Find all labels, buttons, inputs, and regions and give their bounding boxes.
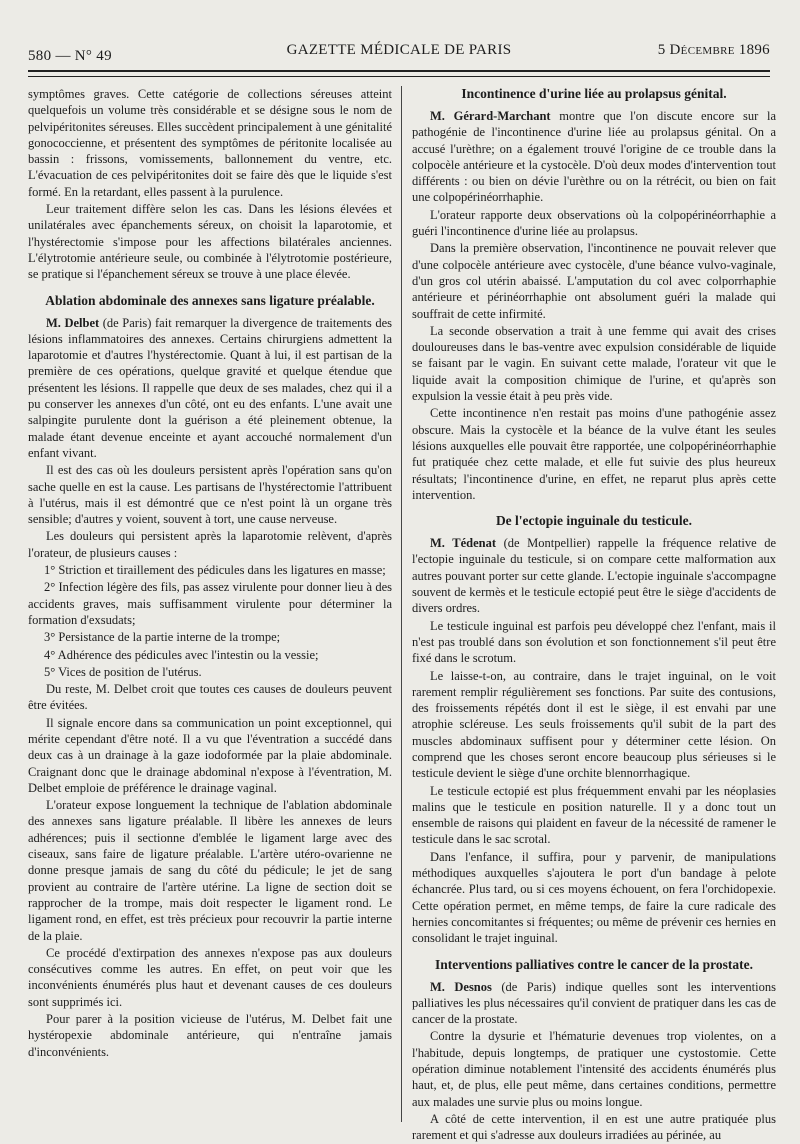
paragraph: Contre la dysurie et l'hématurie devenues trop violentes, on a l'habitude, depuis longtemps, de pratiquer une cystostomie. Cette opération diminue notablement l'intensité des accidents énumérés plus haut, et, de plus, elle peut même, dans certaines conditions, permettre aux malades une survie plus ou moins longue.: [412, 1029, 776, 1109]
page-number: 580 — N° 49: [28, 48, 112, 64]
section-heading: Ablation abdominale des annexes sans ligature préalable.: [45, 292, 375, 308]
speaker-name: M. Tédenat: [430, 536, 497, 551]
list-item: 2° Infection légère des fils, pas assez virulente pour donner lieu à des accidents graves, mais suffisamment virulente pour déterminer la formation d'exsudats;: [28, 580, 392, 627]
paragraph: M. Tédenat (de Montpellier) rappelle la fréquence relative de l'ectopie inguinale du testicule, si on compare cette malformation aux autres pouvant porter sur cette glande. L'ectopie inguinale s'accompagne souvent de kermès et le testicule ectopié peut être le siège d'accidents de divers ordres.: [412, 536, 777, 616]
paragraph: Le testicule inguinal est parfois peu développé chez l'enfant, mais il n'est pas troublé dans son évolution et son fonctionnement s'il peut être fixé dans le scrotum.: [412, 618, 776, 666]
paragraph: Il signale encore dans sa communication un point exceptionnel, qui mérite cependant d'être noté. Il a vu que l'éventration a succédé dans deux cas à un drainage à la gaze iodoformée par la plaie abdominale. Craignant donc que le drainage abdominal n'expose à l'éventration, M. Delbet emploie de préférence le drainage vaginal.: [28, 715, 392, 795]
speaker-name: M. Desnos: [430, 979, 492, 994]
left-column: [28, 86, 392, 1122]
paragraph: M. Delbet (de Paris) fait remarquer la divergence de traitements des lésions inflammatoires des annexes. Certains chirurgiens admettent la laparotomie et d'autres l'hystérectomie. Quant à lui, il est partisan de la première de ces opérations, quelque gravité et quelque étendue que présentent les lésions. Il rappelle que deux de ses malades, chez qui il a pu conserver les annexes d'un côté, ont eu des enfants. L'une avait une salpingite purulente dont la guérison a été pleinement obtenue, la malade étant devenue enceinte et ayant accouché normalement d'un enfant vivant.: [28, 315, 392, 460]
list-item: 4° Adhérence des pédicules avec l'intestin ou la vessie;: [44, 647, 319, 662]
paragraph: Le laisse-t-on, au contraire, dans le trajet inguinal, on le voit rarement remplir régulièrement ses fonctions. Par suite des contusions, des froissements répétés dont il est le siège, il est envahi par une atrophie scléreuse. Les seuls froissements qu'il subit de la part des muscles abdominaux suffisent pour y déterminer cette lésion. On comprend que les choses seront encore beaucoup plus sérieuses si le testicule devient le siège d'une orchite blennorrhagique.: [412, 668, 776, 781]
paragraph: M. Gérard-Marchant montre que l'on discute encore sur la pathogénie de l'incontinence d'urine liée au prolapsus génital. On a accusé l'urèthre; on a également trouvé l'origine de ce trouble dans la colpocèle antérieure et la cystocèle. D'où deux modes d'intervention tout différents : ou bien on dévie l'urèthre ou on la rétrécit, ou bien on fait une colpopérinéorrhaphie.: [412, 109, 776, 205]
header-rule-thick: [28, 70, 770, 72]
page-header: [28, 38, 770, 66]
issue-date: 5 Décembre 1896: [657, 42, 770, 58]
paragraph: Ce procédé d'extirpation des annexes n'expose pas aux douleurs consécutives comme les autres. En effet, on peut voir que les inconvénients énumérés plus haut et devenant causes de ces douleurs sont supprimés ici.: [28, 945, 392, 1009]
paragraph: Cette incontinence n'en restait pas moins d'une pathogénie assez obscure. Mais la cystocèle et la béance de la vulve étant les seules lésions auxquelles elle pouvait être rapportée, une colpopérinéorrhaphie fut pratiquée chez cette malade, et elle fut suivie des plus heureux résultats; l'incontinence d'urine, en effet, ne reparut plus après cette intervention.: [412, 406, 776, 502]
section-heading: De l'ectopie inguinale du testicule.: [495, 513, 693, 529]
list-item: 3° Persistance de la partie interne de la trompe;: [44, 630, 281, 645]
speaker-name: M. Gérard-Marchant: [430, 109, 551, 123]
paragraph: Du reste, M. Delbet croit que toutes ces causes de douleurs peuvent être évitées.: [28, 682, 392, 713]
paragraph: A côté de cette intervention, il en est une autre pratiquée plus rarement et qui s'adresse aux douleurs irradiées au périnée, au: [412, 1111, 776, 1143]
paragraph: Dans l'enfance, il suffira, pour y parvenir, de manipulations méthodiques auxquelles s'ajoutera le port d'un bandage à pelote échancrée. Plus tard, ou si ces moyens échouent, on fera l'orchidopexie. Cette opération permet, en même temps, de faire la cure radicale des hernies concomitantes si fréquentes; ou même de prévenir ces hernies en consolidant le trajet inguinal.: [412, 849, 776, 946]
paragraph: L'orateur rapporte deux observations où la colpopérinéorrhaphie a guéri l'incontinence d'urine liée au prolapsus.: [412, 207, 776, 239]
paragraph: Il est des cas où les douleurs persistent après l'opération sans qu'on sache quelle en est la cause. Les partisans de l'hystérectomie l'attribuent à l'utérus, mais il est démontré que ce n'est point là un organe très sensible; d'autres y voient, souvent à tort, une cause nerveuse.: [28, 463, 392, 527]
paragraph: L'orateur expose longuement la technique de l'ablation abdominale des annexes sans ligature préalable. Il libère les annexes de leurs adhérences; puis il sectionne d'emblée le ligament large avec des ciseaux, sans faire de ligature préalable. L'artère utéro-ovarienne ne donne presque jamais de sang du côté du pédicule; le jet de sang provient au contraire de l'artère utérine. La ligne de section doit se rapprocher de la trompe, mais doit respecter le ligament rond. Le ligament rond, en effet, est très précieux pour recouvrir la partie interne de la plaie.: [28, 798, 392, 943]
paragraph: La seconde observation a trait à une femme qui avait des crises douloureuses dans le bas-ventre avec expulsion considérable de liquide se faisant par le vagin. En suivant cette malade, l'orateur vit que le liquide avait la composition chimique de l'urine, et qu'après son expulsion la vessie était à peu près vide.: [412, 323, 776, 404]
paragraph: Les douleurs qui persistent après la laparotomie relèvent, d'après l'orateur, de plusieurs causes :: [28, 529, 392, 560]
paragraph: M. Desnos (de Paris) indique quelles sont les interventions palliatives les plus nécessaires qu'il convient de pratiquer dans les cas de cancer de la prostate.: [412, 979, 776, 1027]
section-heading: Interventions palliatives contre le cancer de la prostate.: [435, 956, 753, 972]
journal-title: GAZETTE MÉDICALE DE PARIS: [286, 42, 512, 58]
speaker-name: M. Delbet: [46, 315, 100, 330]
column-divider: [401, 86, 402, 1122]
paragraph: Dans la première observation, l'incontinence ne pouvait relever que d'une colpocèle antérieure avec cystocèle, d'une béance vulvo-vaginale, d'un gros col utérin abaissé. L'amputation du col avec colporrhaphie antérieure et périnéorrhaphie ont absolument guéri la malade qui souffrait de cette infirmité.: [412, 241, 776, 321]
right-column: [412, 86, 777, 1143]
list-item: 5° Vices de position de l'utérus.: [44, 664, 202, 679]
paragraph: symptômes graves. Cette catégorie de collections séreuses atteint quelquefois un volume très considérable et se désigne sous le nom de pelvipéritonites séreuses. Elles succèdent principalement à une génitalité gonococcienne, et présentent des symptômes de péritonite localisée au bassin : frissons, vomissements, ballonnement du ventre, etc. L'évacuation de ces pelvipéritonites doit se faire dès que le liquide s'est formé. En la retardant, elles passent à la purulence.: [28, 87, 392, 199]
list-item: 1° Striction et tiraillement des pédicules dans les ligatures en masse;: [44, 563, 386, 578]
header-rule-thin: [28, 76, 770, 77]
paragraph: Leur traitement diffère selon les cas. Dans les lésions élevées et unilatérales avec épanchements séreux, on choisit la laparotomie, et l'hystérectomie s'impose pour les affections bilatérales anciennes. L'élytrotomie antérieure seule, ou combinée à l'élytrotomie postérieure, se pratique si l'épanchement séreux se trouve à une place élevée.: [28, 202, 392, 282]
section-heading: Incontinence d'urine liée au prolapsus génital.: [461, 86, 727, 101]
paragraph: Le testicule ectopié est plus fréquemment envahi par les néoplasies malins que le testicule en position naturelle. Il y a donc tout un ensemble de raisons qui plaident en faveur de la nécessité de ramener le testicule dans le sac scrotal.: [412, 783, 776, 847]
paragraph: Pour parer à la position vicieuse de l'utérus, M. Delbet fait une hystéropexie abdominale antérieure, qui n'entraîne jamais d'inconvénients.: [28, 1012, 392, 1059]
